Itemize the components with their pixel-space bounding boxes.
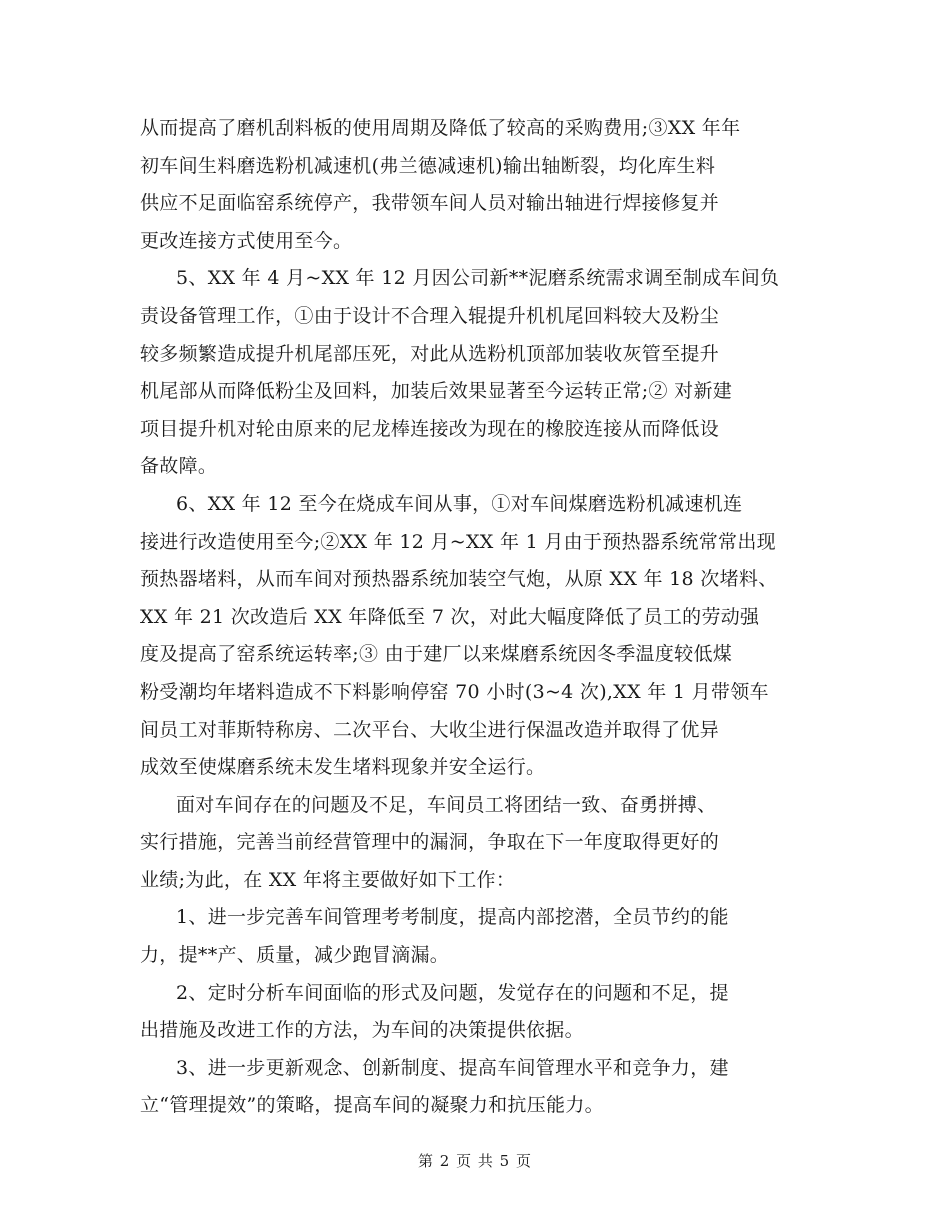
body-line: 面对车间存在的问题及不足，车间员工将团结一致、奋勇拼搏、	[176, 793, 717, 816]
document-body	[140, 110, 820, 1125]
body-line: 实行措施，完善当前经营管理中的漏洞，争取在下一年度取得更好的	[140, 831, 720, 854]
body-line: 初车间生料磨选粉机减速机(弗兰德减速机)输出轴断裂，均化库生料	[140, 154, 716, 177]
body-line: 度及提高了窑系统运转率;③ 由于建厂以来煤磨系统因冬季温度较低煤	[140, 643, 733, 666]
body-line: 预热器堵料，从而车间对预热器系统加装空气炮，从原 XX 年 18 次堵料、	[140, 568, 778, 591]
body-line: 更改连接方式使用至今。	[140, 229, 353, 252]
body-line: 粉受潮均年堵料造成不下料影响停窑 70 小时(3~4 次),XX 年 1 月带领车	[140, 680, 769, 703]
body-line: 立“管理提效”的策略，提高车间的凝聚力和抗压能力。	[140, 1094, 604, 1117]
body-line: 成效至使煤磨系统未发生堵料现象并安全运行。	[140, 756, 546, 779]
body-line: 从而提高了磨机刮料板的使用周期及降低了较高的采购费用;③XX 年年	[140, 117, 741, 139]
body-line: 项目提升机对轮由原来的尼龙棒连接改为现在的橡胶连接从而降低设	[140, 417, 720, 440]
body-line: 6、XX 年 12 至今在烧成车间从事，①对车间煤磨选粉机减速机连	[176, 492, 743, 515]
body-line: 出措施及改进工作的方法，为车间的决策提供依据。	[140, 1019, 584, 1042]
body-line: XX 年 21 次改造后 XX 年降低至 7 次，对此大幅度降低了员工的劳动强	[140, 605, 760, 628]
body-line: 3、进一步更新观念、创新制度、提高车间管理水平和竞争力，建	[176, 1056, 729, 1079]
body-line: 供应不足面临窑系统停产，我带领车间人员对输出轴进行焊接修复并	[140, 192, 720, 215]
body-line: 机尾部从而降低粉尘及回料，加装后效果显著至今运转正常;② 对新建	[140, 380, 733, 403]
body-line: 1、进一步完善车间管理考考制度，提高内部挖潜，全员节约的能	[176, 906, 729, 929]
body-line: 业绩;为此，在 XX 年将主要做好如下工作：	[140, 868, 516, 891]
page-number-footer: 第 2 页 共 5 页	[418, 1152, 532, 1170]
body-line: 责设备管理工作，①由于设计不合理入辊提升机机尾回料较大及粉尘	[140, 304, 720, 327]
body-line: 较多频繁造成提升机尾部压死，对此从选粉机顶部加装收灰管至提升	[140, 342, 720, 365]
body-line: 2、定时分析车间面临的形式及问题，发觉存在的问题和不足，提	[176, 981, 729, 1004]
body-line: 备故障。	[140, 455, 218, 478]
body-line: 接进行改造使用至今;②XX 年 12 月~XX 年 1 月由于预热器系统常常出现	[140, 530, 776, 553]
body-line: 间员工对菲斯特称房、二次平台、大收尘进行保温改造并取得了优异	[140, 718, 720, 741]
body-line: 5、XX 年 4 月~XX 年 12 月因公司新**泥磨系统需求调至制成车间负	[176, 267, 780, 290]
body-line: 力，提**产、质量，减少跑冒滴漏。	[140, 944, 450, 967]
